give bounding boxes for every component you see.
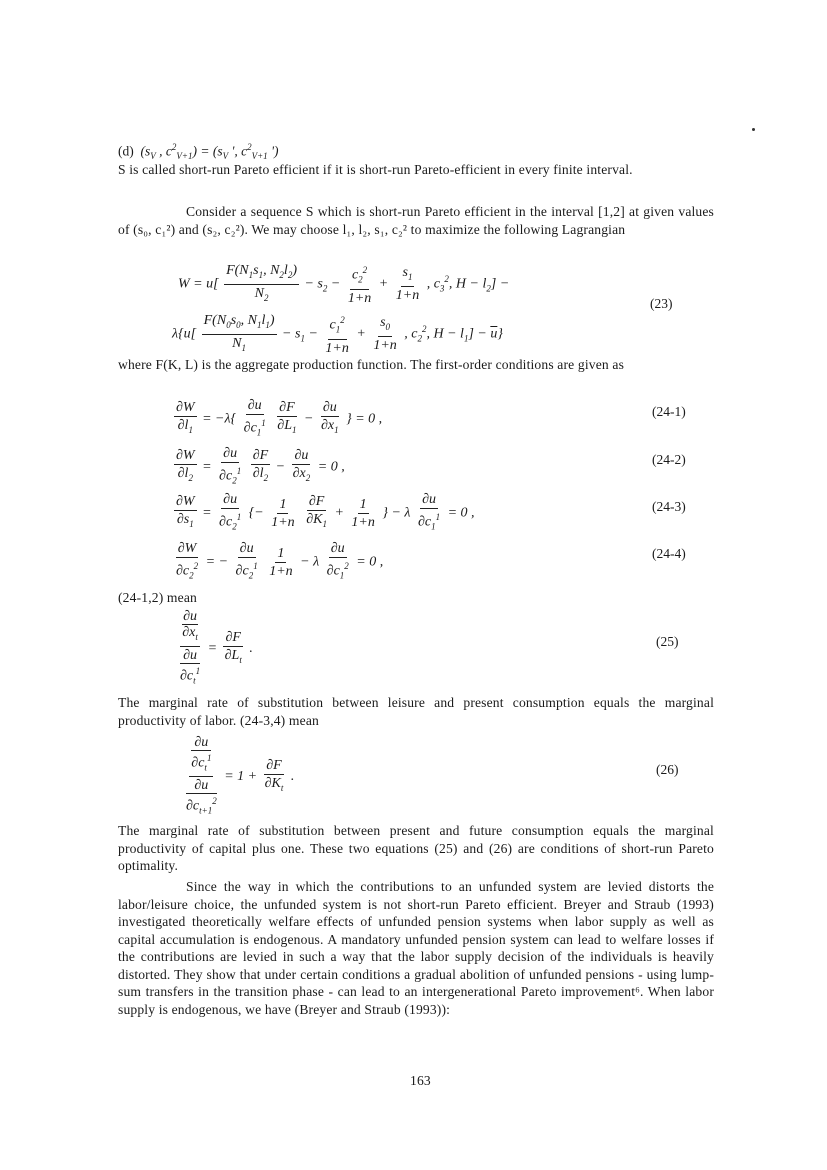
paragraph-pareto-definition: S is called short-run Pareto efficient if it is short-run Pareto-efficient in every finite interval. (118, 162, 633, 177)
paragraph-labor-mrs: The marginal rate of substitution between leisure and present consumption equals the marginal productivity of labor. (24-3,4) mean (118, 695, 714, 728)
equation-24-1: $\frac{\partial W}{\partial l_1}$ = −λ{ $\frac{\partial u}{\partial c_1^1}$ $\frac{\partial F}{\partial L_1}$ − $\frac{\partial u}{\partial x_1}$ } = 0 , (176, 398, 383, 438)
page-number: 163 (410, 1073, 431, 1088)
label-24-1-2-mean: (24-1,2) mean (118, 590, 197, 605)
paragraph-lagrangian-intro: Consider a sequence S which is short-run Pareto efficient in the interval [1,2] at given values of (s₀, c₁²) and (s₂, c₂²). We may choose l₁, l₂, s₁, c₂² to maximize the following Lagrangian (118, 204, 714, 237)
equation-24-3: $\frac{\partial W}{\partial s_1}$ = $\frac{\partial u}{\partial c_2^1}$ {− $\frac{1}{1+n}$ $\frac{\partial F}{\partial K_1}$ + $\frac{1}{1+n}$ } − λ $\frac{\partial u}{\partial c_1^1}$ = 0 , (176, 492, 475, 532)
equation-24-3-number: (24-3) (652, 499, 686, 514)
equation-24-2: $\frac{\partial W}{\partial l_2}$ = $\frac{\partial u}{\partial c_2^1}$ $\frac{\partial F}{\partial l_2}$ − $\frac{\partial u}{\partial x_2}$ = 0 , (176, 446, 345, 486)
equation-24-4-number: (24-4) (652, 546, 686, 561)
equation-23-line1: W = u[ $\frac{F(N_1s_1, N_2l_2)}{N_2}$ − $s_2$ − $\frac{c_2^2}{1+n}$ + $\frac{s_1}{1+n}$ , $c_3^2$, $H - l_2$] − (178, 263, 510, 306)
equation-26-number: (26) (656, 762, 679, 777)
equation-26: ∂u $\partial c_t^1$ ∂u $\partial c_{t+1}^2$ = 1 + $\frac{\partial F}{\partial K_t}$ . (182, 735, 294, 819)
equation-24-1-number: (24-1) (652, 404, 686, 419)
equation-25: ∂u $\partial x_t$ ∂u $\partial c_t^1$ = $\frac{\partial F}{\partial L_t}$ . (176, 609, 253, 688)
equation-23-line2: λ{u[ $\frac{F(N_0s_0, N_1l_1)}{N_1}$ − $s_1$ − $\frac{c_1^2}{1+n}$ + $\frac{s_0}{1+n}$ , $c_2^2$, $H - l_1] - \overline{u}$} (172, 313, 503, 356)
condition-d: (d) ($s_V$ , $c^2_{V+1}) = (s_V$ ', $c^2_{V+1}$ ') (118, 142, 279, 162)
paragraph-capital-mrs: The marginal rate of substitution between present and future consumption equals the marginal productivity of capital plus one. These two equations (25) and (26) are conditions of short-run Pareto optimality. (118, 823, 714, 873)
paragraph-first-order-intro: where F(K, L) is the aggregate production function. The first-order conditions are given as (118, 357, 625, 372)
equation-23-number: (23) (650, 296, 673, 311)
margin-mark (752, 128, 755, 131)
equation-24-2-number: (24-2) (652, 452, 686, 467)
equation-25-number: (25) (656, 634, 679, 649)
paragraph-breyer-straub: Since the way in which the contributions to an unfunded system are levied distorts the labor/leisure choice, the unfunded system is not short-run Pareto efficient. Breyer and Straub (1993) investigated theoretically welfare effects of unfunded pension systems when labor supply as well as capital accumulation is endogenous. A mandatory unfunded pension system can lead to welfare losses if the contributions are levied in such a way that the labor supply decision of the individuals is heavily distorted. They show that under certain conditions a gradual abolition of unfunded pensions - using lump-sum transfers in the transition phase - can lead to an intergenerational Pareto improvement⁶. When labor supply is endogenous, we have (Breyer and Straub (1993)): (118, 879, 714, 1017)
equation-24-4: $\frac{\partial W}{\partial c_2^2}$ = − $\frac{\partial u}{\partial c_2^1}$ $\frac{1}{1+n}$ − λ $\frac{\partial u}{\partial c_1^2}$ = 0 , (176, 541, 384, 581)
